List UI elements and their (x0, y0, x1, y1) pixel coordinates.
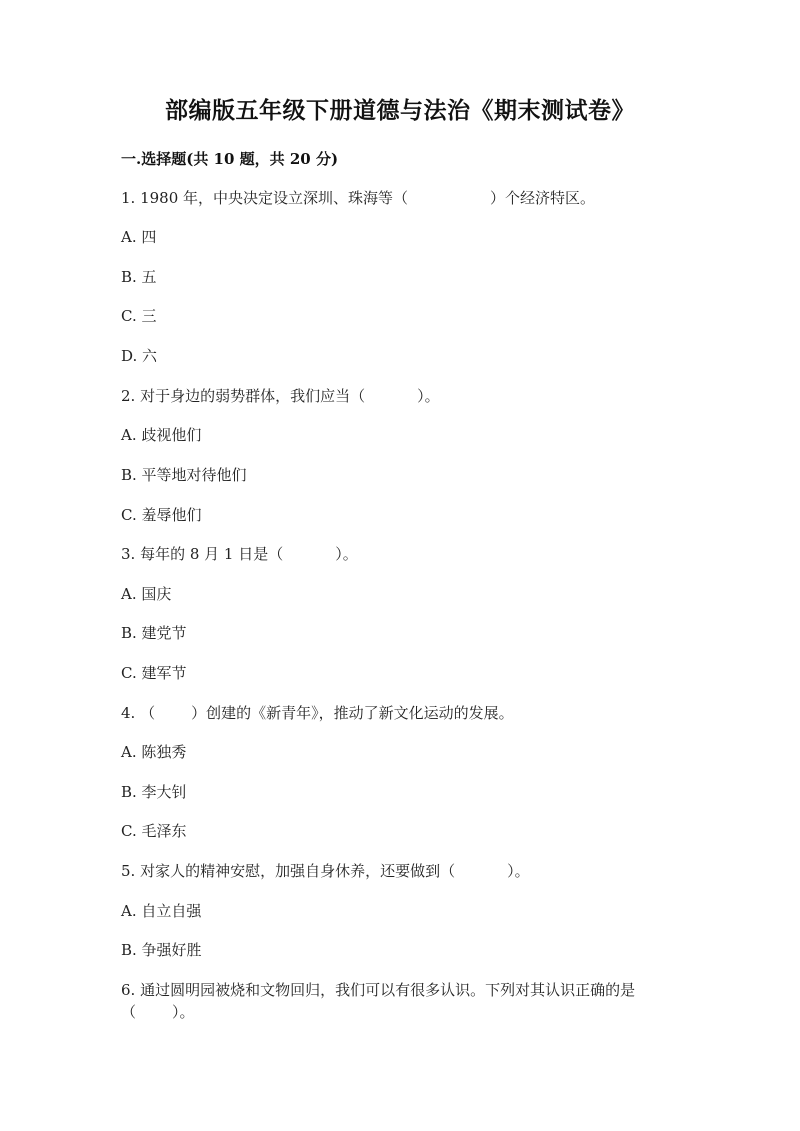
question-stem-end: ）创建的《新青年》，推动了新文化运动的发展。 (191, 704, 514, 722)
question-stem-end: ）个经济特区。 (490, 189, 596, 207)
question-stem-end: ）。 (507, 862, 530, 880)
option-1c: C. 三 (121, 307, 157, 325)
option-1a: A. 四 (121, 228, 157, 246)
option-1d: D. 六 (121, 347, 158, 365)
question-stem-start: 4. （ (121, 704, 156, 722)
option-2a: A. 歧视他们 (121, 426, 202, 444)
question-2 (121, 386, 440, 406)
question-stem-start: 2. 对于身边的弱势群体，我们应当（ (121, 387, 366, 405)
question-1 (121, 188, 595, 208)
question-6-continued (121, 1002, 195, 1022)
option-4c: C. 毛泽东 (121, 822, 187, 840)
option-4a: A. 陈独秀 (121, 743, 187, 761)
question-stem-start: 1. 1980 年，中央决定设立深圳、珠海等（ (121, 189, 409, 207)
question-stem-start: 3. 每年的 8 月 1 日是（ (121, 545, 284, 563)
option-5a: A. 自立自强 (121, 902, 202, 920)
section-heading: 一.选择题(共 10 题，共 20 分) (121, 150, 339, 168)
page-title: 部编版五年级下册道德与法治《期末测试卷》 (165, 97, 635, 124)
option-3a: A. 国庆 (121, 585, 172, 603)
question-stem-end: ）。 (335, 545, 358, 563)
question-stem-start: 5. 对家人的精神安慰，加强自身休养，还要做到（ (121, 862, 456, 880)
option-5b: B. 争强好胜 (121, 941, 202, 959)
option-2c: C. 羞辱他们 (121, 506, 202, 524)
option-3c: C. 建军节 (121, 664, 187, 682)
question-stem-end: ）。 (417, 387, 440, 405)
question-stem-start: （ (121, 1003, 137, 1021)
question-3 (121, 544, 358, 564)
question-stem-end: ）。 (172, 1003, 195, 1021)
option-3b: B. 建党节 (121, 624, 187, 642)
question-5 (121, 861, 530, 881)
option-1b: B. 五 (121, 268, 157, 286)
question-4 (121, 703, 514, 723)
option-2b: B. 平等地对待他们 (121, 466, 247, 484)
option-4b: B. 李大钊 (121, 783, 187, 801)
question-6: 6. 通过圆明园被烧和文物回归，我们可以有很多认识。下列对其认识正确的是 (121, 981, 636, 999)
